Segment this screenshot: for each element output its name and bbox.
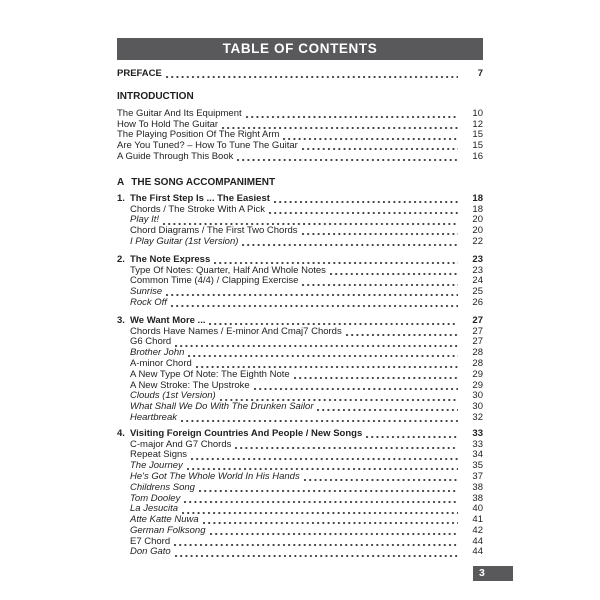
dot-leader bbox=[171, 305, 458, 307]
toc-entry-page: 27 bbox=[472, 336, 483, 348]
toc-entry-page: 23 bbox=[472, 253, 483, 265]
dot-leader bbox=[346, 334, 458, 336]
toc-entry-title: Heartbreak bbox=[130, 411, 177, 423]
toc-entry-title: A New Type Of Note: The Eighth Note bbox=[130, 368, 290, 380]
dot-leader bbox=[175, 345, 458, 347]
section-number: 4. bbox=[117, 427, 125, 439]
dot-leader bbox=[366, 436, 458, 438]
toc-entry-page: 29 bbox=[472, 368, 483, 380]
toc-section bbox=[117, 429, 483, 559]
toc-entry-title: How To Hold The Guitar bbox=[117, 118, 219, 130]
toc-entry-title: The Guitar And Its Equipment bbox=[117, 107, 242, 119]
toc-entry-title: La Jesucita bbox=[130, 503, 179, 515]
toc-entry-title: Clouds (1st Version) bbox=[130, 390, 216, 402]
toc-entry-page: 15 bbox=[472, 129, 483, 141]
toc-entry-title: Common Time (4/4) / Clapping Exercise bbox=[130, 275, 299, 287]
toc-entry-title: Sunrise bbox=[130, 286, 163, 298]
toc-entry-title: The Note Express bbox=[130, 253, 211, 265]
toc-entry-page: 30 bbox=[472, 401, 483, 413]
dot-leader bbox=[199, 490, 458, 492]
toc-entry-page: 10 bbox=[472, 107, 483, 119]
section-number: 3. bbox=[117, 314, 125, 326]
section-heading-text: THE SONG ACCOMPANIMENT bbox=[131, 176, 276, 188]
dot-leader bbox=[181, 420, 458, 422]
toc-row bbox=[117, 526, 483, 537]
section-number: 1. bbox=[117, 192, 125, 204]
toc-entry-title: Are You Tuned? – How To Tune The Guitar bbox=[117, 140, 298, 152]
dot-leader bbox=[214, 262, 458, 264]
toc-row bbox=[117, 109, 483, 120]
toc-row bbox=[117, 483, 483, 494]
dot-leader bbox=[174, 544, 458, 546]
toc-entry-title: G6 Chord bbox=[130, 336, 172, 348]
dot-leader bbox=[283, 138, 458, 140]
toc-entry-page: 33 bbox=[472, 438, 483, 450]
dot-leader bbox=[210, 533, 458, 535]
toc-entry-page: 28 bbox=[472, 357, 483, 369]
toc-entry-title: Rock Off bbox=[130, 296, 167, 308]
dot-leader bbox=[304, 479, 458, 481]
toc-entry-page: 16 bbox=[472, 150, 483, 162]
toc-entry-page: 32 bbox=[472, 411, 483, 423]
dot-leader bbox=[330, 273, 458, 275]
toc-entry-page: 26 bbox=[472, 296, 483, 308]
toc-entry-page: 34 bbox=[472, 449, 483, 461]
toc-entry-title: Chord Diagrams / The First Two Chords bbox=[130, 225, 298, 237]
dot-leader bbox=[274, 201, 458, 203]
dot-leader bbox=[294, 377, 458, 379]
toc-entry-page: 38 bbox=[472, 481, 483, 493]
toc-group bbox=[117, 109, 483, 163]
toc-entry-title: The First Step Is ... The Easiest bbox=[130, 192, 270, 204]
dot-leader bbox=[237, 159, 458, 161]
toc-entry-title: German Folksong bbox=[130, 524, 206, 536]
toc-entry-title: Play It! bbox=[130, 214, 160, 226]
toc-entry-title: A Guide Through This Book bbox=[117, 150, 234, 162]
dot-leader bbox=[166, 294, 458, 296]
toc-section bbox=[117, 194, 483, 248]
toc-entry-title: Don Gato bbox=[130, 546, 171, 558]
toc-entry-page: 15 bbox=[472, 140, 483, 152]
toc-section bbox=[117, 316, 483, 424]
section-heading bbox=[117, 91, 483, 102]
toc-row bbox=[117, 287, 483, 298]
toc-entry-title: Childrens Song bbox=[130, 481, 195, 493]
toc-entry-page: 12 bbox=[472, 118, 483, 130]
toc-entry-page: 37 bbox=[472, 470, 483, 482]
dot-leader bbox=[242, 244, 458, 246]
toc-entry-page: 27 bbox=[472, 325, 483, 337]
dot-leader bbox=[196, 366, 458, 368]
dot-leader bbox=[209, 323, 458, 325]
toc-entry-page: 33 bbox=[472, 427, 483, 439]
dot-leader bbox=[302, 284, 458, 286]
toc-section bbox=[117, 255, 483, 309]
toc-entry-page: 23 bbox=[472, 264, 483, 276]
dot-leader bbox=[235, 447, 458, 449]
toc-entry-page: 7 bbox=[477, 68, 483, 79]
toc-row bbox=[117, 276, 483, 287]
toc-row bbox=[117, 152, 483, 163]
toc-entry-page: 44 bbox=[472, 546, 483, 558]
toc-list bbox=[117, 69, 483, 558]
toc-entry-title: I Play Guitar (1st Version) bbox=[130, 235, 239, 247]
toc-entry-title: What Shall We Do With The Drunken Sailor bbox=[130, 401, 314, 413]
toc-entry-page: 44 bbox=[472, 535, 483, 547]
dot-leader bbox=[188, 355, 458, 357]
dot-leader bbox=[182, 512, 458, 514]
dot-leader bbox=[203, 522, 458, 524]
toc-row bbox=[117, 413, 483, 424]
toc-entry-page: 42 bbox=[472, 524, 483, 536]
dot-leader bbox=[166, 76, 458, 78]
toc-entry-title: E7 Chord bbox=[130, 535, 171, 547]
toc-entry-page: 20 bbox=[472, 225, 483, 237]
toc-entry-page: 22 bbox=[472, 235, 483, 247]
toc-row bbox=[117, 237, 483, 248]
toc-entry-page: 18 bbox=[472, 192, 483, 204]
toc-row bbox=[117, 327, 483, 338]
dot-leader bbox=[254, 388, 458, 390]
toc-entry-title: We Want More ... bbox=[130, 314, 206, 326]
toc-entry-page: 27 bbox=[472, 314, 483, 326]
toc-entry-page: 18 bbox=[472, 203, 483, 215]
dot-leader bbox=[302, 233, 458, 235]
dot-leader bbox=[246, 116, 458, 118]
toc-row bbox=[117, 429, 483, 440]
toc-entry-page: 40 bbox=[472, 503, 483, 515]
toc-entry-page: 38 bbox=[472, 492, 483, 504]
toc-row bbox=[117, 205, 483, 216]
toc-entry-page: 30 bbox=[472, 390, 483, 402]
toc-entry-title: A-minor Chord bbox=[130, 357, 192, 369]
toc-entry-title: PREFACE bbox=[117, 68, 162, 79]
toc-row bbox=[117, 69, 483, 80]
toc-entry-title: Type Of Notes: Quarter, Half And Whole Notes bbox=[130, 264, 326, 276]
toc-entry-title: Chords Have Names / E-minor And Cmaj7 Chords bbox=[130, 325, 342, 337]
toc-entry-page: 25 bbox=[472, 286, 483, 298]
toc-entry-title: C-major And G7 Chords bbox=[130, 438, 232, 450]
toc-banner-title: TABLE OF CONTENTS bbox=[222, 41, 378, 56]
dot-leader bbox=[175, 555, 458, 557]
toc-row bbox=[117, 547, 483, 558]
toc-entry-title: Visiting Foreign Countries And People / New Songs bbox=[130, 427, 363, 439]
toc-entry-title: The Journey bbox=[130, 460, 183, 472]
toc-entry-title: Tom Dooley bbox=[130, 492, 181, 504]
toc-content bbox=[117, 38, 483, 558]
dot-leader bbox=[269, 212, 458, 214]
toc-entry-page: 35 bbox=[472, 460, 483, 472]
section-heading bbox=[117, 177, 483, 188]
toc-entry-page: 29 bbox=[472, 379, 483, 391]
toc-entry-page: 28 bbox=[472, 347, 483, 359]
toc-entry-title: Atte Katte Nuwa bbox=[130, 514, 199, 526]
toc-banner bbox=[117, 38, 483, 60]
toc-row bbox=[117, 537, 483, 548]
toc-row bbox=[117, 316, 483, 327]
dot-leader bbox=[184, 501, 458, 503]
dot-leader bbox=[191, 458, 458, 460]
toc-entry-title: Brother John bbox=[130, 347, 185, 359]
toc-entry-title: He's Got The Whole World In His Hands bbox=[130, 470, 300, 482]
toc-entry-page: 20 bbox=[472, 214, 483, 226]
toc-entry-title: Repeat Signs bbox=[130, 449, 188, 461]
toc-entry-title: A New Stroke: The Upstroke bbox=[130, 379, 250, 391]
toc-entry-title: The Playing Position Of The Right Arm bbox=[117, 129, 280, 141]
dot-leader bbox=[317, 409, 458, 411]
section-heading-text: INTRODUCTION bbox=[117, 90, 194, 102]
toc-row bbox=[117, 255, 483, 266]
toc-row bbox=[117, 194, 483, 205]
page-number: 3 bbox=[479, 567, 485, 579]
section-number: 2. bbox=[117, 253, 125, 265]
toc-entry-title: Chords / The Stroke With A Pick bbox=[130, 203, 265, 215]
toc-entry-page: 24 bbox=[472, 275, 483, 287]
toc-entry-page: 41 bbox=[472, 514, 483, 526]
section-letter: A bbox=[117, 176, 125, 188]
page-number-badge bbox=[473, 566, 513, 581]
toc-row bbox=[117, 370, 483, 381]
dot-leader bbox=[302, 148, 458, 150]
toc-row bbox=[117, 298, 483, 309]
